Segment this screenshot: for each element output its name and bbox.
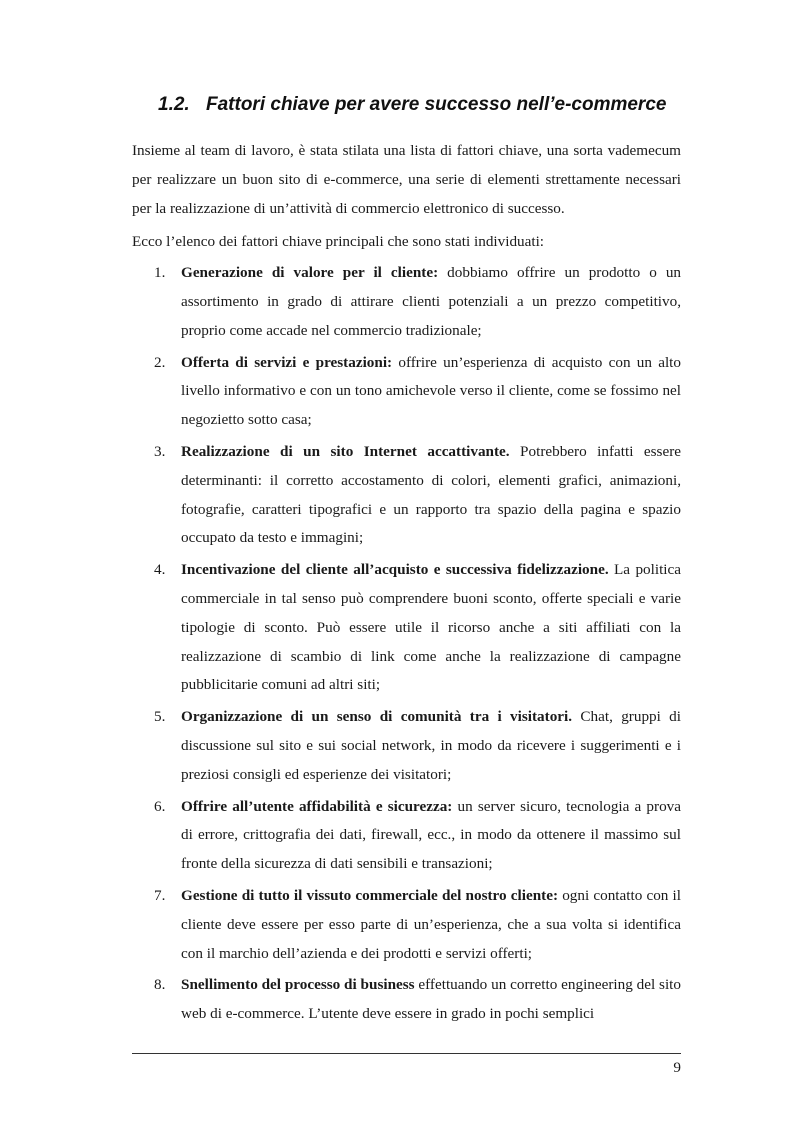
footer-rule <box>132 1053 681 1054</box>
list-item-text: un server sicuro, tecnologia a prova di errore, crittografia dei dati, firewall, ecc., in modo da ottenere il massimo sul fronte della sicurezza di dati sensibili e transazioni; <box>181 797 681 873</box>
list-lead-paragraph: Ecco l’elenco dei fattori chiave principali che sono stati individuati: <box>132 233 545 251</box>
list-item <box>132 349 681 435</box>
list-item-text: Chat, gruppi di discussione sul sito e sui social network, in modo da ricevere i suggerimenti e i preziosi consigli ed esperienze dei visitatori; <box>181 708 681 783</box>
list-item-title: Organizzazione di un senso di comunità tra i visitatori. <box>181 708 573 726</box>
list-item-title: Offerta di servizi e prestazioni: <box>181 353 393 371</box>
list-item <box>132 793 681 879</box>
section-title: Fattori chiave per avere successo nell’e-commerce <box>206 94 667 115</box>
list-item-title: Snellimento del processo di business <box>181 976 415 994</box>
list-item <box>132 438 681 553</box>
list-item-number: 7. <box>154 886 166 904</box>
key-factors-list <box>132 259 681 1029</box>
section-heading <box>158 92 718 118</box>
list-item-title: Generazione di valore per il cliente: <box>181 264 439 282</box>
list-item-text: offrire un’esperienza di acquisto con un alto livello informativo e con un tono amichevole verso il cliente, come se fossimo nel negozietto sotto casa; <box>181 353 681 429</box>
list-item <box>132 703 681 789</box>
list-item-number: 1. <box>154 264 166 282</box>
list-item-text: Potrebbero infatti essere determinanti: il corretto accostamento di colori, elementi grafici, animazioni, fotografie, caratteri tipografici e un rapporto tra spazio della pagina e spazio occupato da testo e immagini; <box>181 442 681 547</box>
list-item-number: 4. <box>154 561 166 579</box>
list-item <box>132 971 681 1029</box>
list-item-title: Gestione di tutto il vissuto commerciale del nostro cliente: <box>181 886 559 904</box>
list-item-number: 6. <box>154 797 166 815</box>
list-item-number: 5. <box>154 708 166 726</box>
list-item-title: Realizzazione di un sito Internet accattivante. <box>181 442 510 460</box>
list-item-text: La politica commerciale in tal senso può comprendere buoni sconto, offerte speciali e varie tipologie di sconto. Può essere utile il ricorso anche a siti affiliati con la realizzazione di scambio di link come anche la realizzazione di campagne pubblicitarie comuni ad altri siti; <box>181 561 681 694</box>
list-item <box>132 259 681 345</box>
body-text <box>132 137 681 1032</box>
list-item-text: ogni contatto con il cliente deve essere per esso parte di un’esperienza, che a sua volta si identifica con il marchio dell’azienda e dei prodotti e servizi offerti; <box>181 886 681 962</box>
page-number: 9 <box>673 1059 681 1076</box>
list-item-number: 3. <box>154 442 166 460</box>
intro-paragraph: Insieme al team di lavoro, è stata stilata una lista di fattori chiave, una sorta vademecum per realizzare un buon sito di e-commerce, una serie di elementi strettamente necessari per la realizzazione di un’attività di commercio elettronico di successo. <box>132 142 681 217</box>
list-item-number: 2. <box>154 353 166 371</box>
list-item-title: Offrire all’utente affidabilità e sicurezza: <box>181 797 453 815</box>
list-item-number: 8. <box>154 976 166 994</box>
list-item-text: effettuando un corretto engineering del sito web di e-commerce. L’utente deve essere in grado in pochi semplici <box>181 976 681 1023</box>
list-item-title: Incentivazione del cliente all’acquisto e successiva fidelizzazione. <box>181 561 609 579</box>
section-number: 1.2. <box>158 94 190 115</box>
list-item <box>132 556 681 700</box>
list-item <box>132 882 681 968</box>
list-item-text: dobbiamo offrire un prodotto o un assortimento in grado di attirare clienti potenziali a un prezzo competitivo, proprio come accade nel commercio tradizionale; <box>181 264 682 339</box>
